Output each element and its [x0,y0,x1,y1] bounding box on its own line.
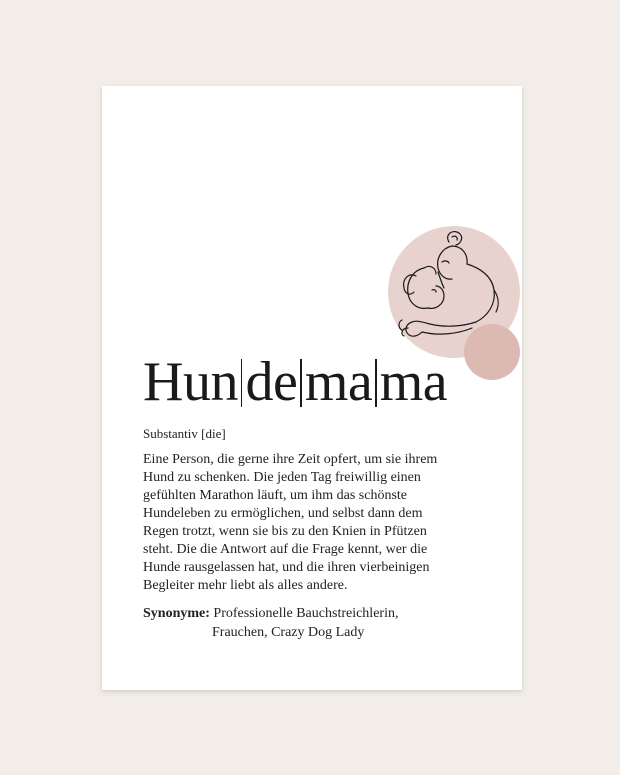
title-syllable: de [245,351,298,413]
definition-line: Hunde rausgelassen hat, und die ihren vierbeinigen [143,560,430,575]
definition-line: Hundeleben zu ermöglichen, und selbst dann dem [143,506,423,521]
syllable-divider [375,359,377,407]
definition-text [143,451,463,595]
syllable-divider [300,359,302,407]
word-type: Substantiv [die] [143,426,226,441]
title-syllable: ma [304,351,373,413]
title-syllable: ma [379,351,448,413]
synonyms-block [143,604,398,642]
poster-card [102,86,522,690]
synonyms-label: Synonyme: [143,606,210,621]
pink-blob-small [464,324,520,380]
definition-line: Hund zu schenken. Die jeden Tag freiwillig einen [143,470,421,485]
definition-line: Regen trotzt, wenn sie bis zu den Knien in Pfützen [143,524,427,539]
synonyms-line: Professionelle Bauchstreichlerin, [213,606,399,621]
definition-line: gefühlten Marathon läuft, um ihm das schönste [143,488,407,503]
synonyms-line: Frauchen, Crazy Dog Lady [212,625,365,640]
definition-line: steht. Die die Antwort auf die Frage kennt, wer die [143,542,428,557]
definition-line: Eine Person, die gerne ihre Zeit opfert, um sie ihrem [143,452,438,467]
syllable-divider [241,359,243,407]
definition-line: Begleiter mehr liebt als alles andere. [143,578,348,593]
page-title [143,351,448,413]
title-syllable: Hun [143,351,238,413]
